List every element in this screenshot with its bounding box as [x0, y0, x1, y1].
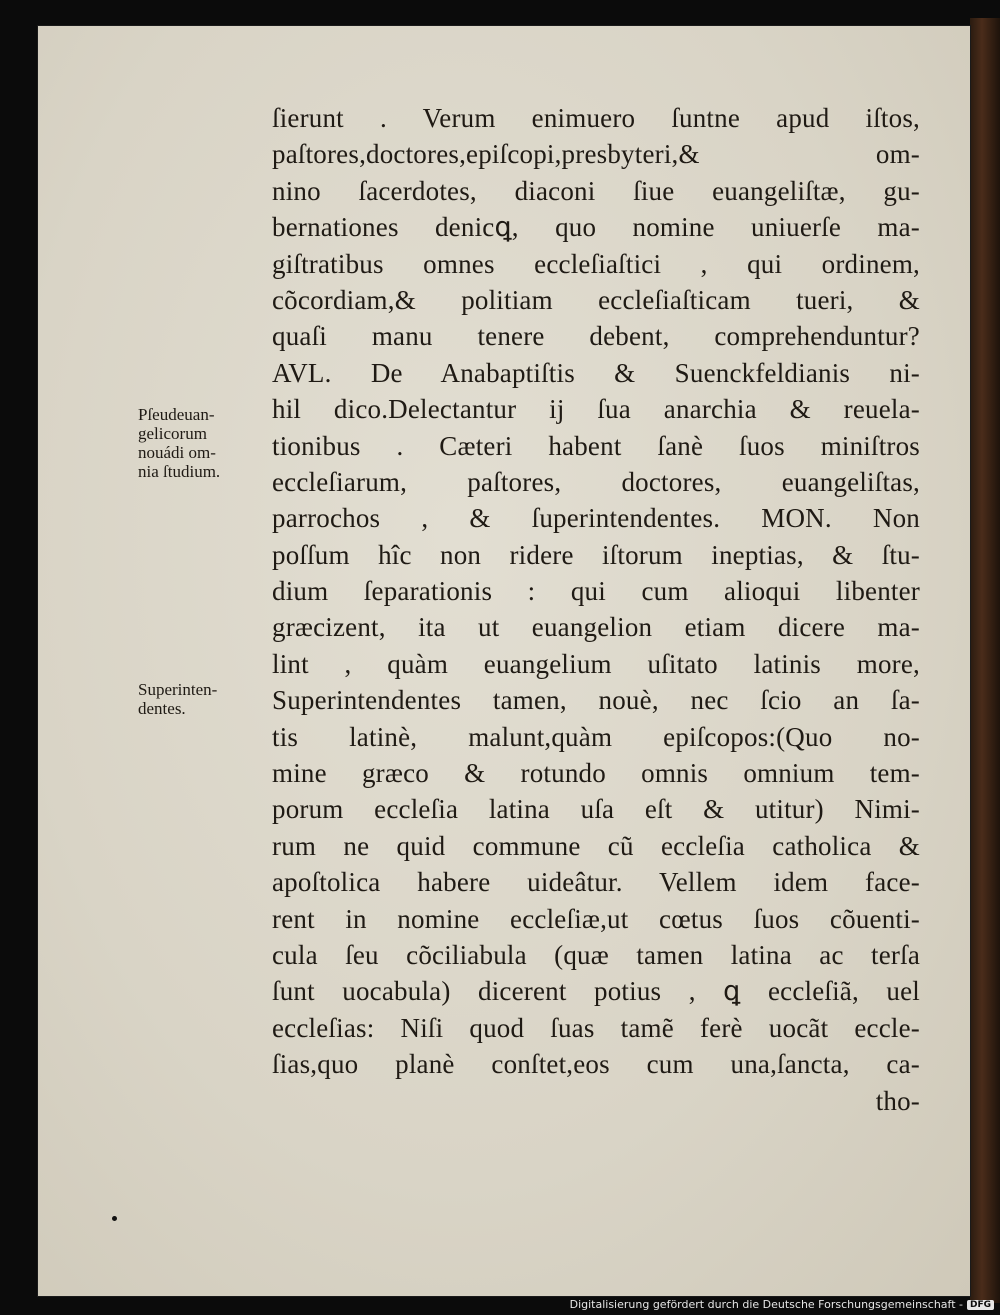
text-line: Superintendentes tamen, nouè, nec ſcio an ſa- [272, 685, 920, 716]
text-line: poſſum hîc non ridere iſtorum ineptias, & ſtu- [272, 539, 920, 570]
margin-note-line: nouádi om- [138, 443, 216, 462]
text-line: nino ſacerdotes, diaconi ſiue euangeliſtæ, gu- [272, 175, 920, 206]
text-line: giſtratibus omnes eccleſiaſtici , qui ordinem, [272, 248, 920, 279]
text-line: AVL. De Anabaptiſtis & Suenckfeldianis ni- [272, 357, 920, 388]
margin-note-line: gelicorum [138, 424, 207, 443]
dfg-logo: DFG [967, 1300, 994, 1310]
book-spine-edge [970, 18, 1000, 1303]
text-line: ſierunt . Verum enimuero ſuntne apud iſtos, [272, 103, 920, 133]
text-line: porum eccleſia latina uſa eſt & utitur) Nimi- [272, 794, 920, 825]
margin-note-line: Superinten- [138, 680, 218, 699]
text-line: cula ſeu cõciliabula (quæ tamen latina ac terſa [272, 939, 920, 970]
text-line: apoſtolica habere uideâtur. Vellem idem face- [272, 867, 920, 898]
footer-text: Digitalisierung gefördert durch die Deutsche Forschungsgemeinschaft - [569, 1298, 963, 1311]
margin-note-line: Pſeudeuan- [138, 405, 215, 424]
text-line: tho- [875, 1085, 920, 1116]
margin-note-line: dentes. [138, 699, 186, 718]
digitization-footer [570, 1298, 994, 1311]
text-line: tionibus . Cæteri habent ſanè ſuos miniſtros [272, 430, 920, 461]
text-line: tis latinè, malunt,quàm epiſcopos:(Quo no- [272, 721, 920, 752]
text-line: parrochos , & ſuperintendentes. MON. Non [272, 503, 920, 534]
main-text-block [272, 100, 920, 1119]
text-line: dium ſeparationis : qui cum alioqui libenter [272, 576, 920, 607]
text-line: mine græco & rotundo omnis omnium tem- [272, 758, 920, 789]
text-line: ſias,quo planè conſtet,eos cum una,ſancta, ca- [272, 1049, 920, 1080]
text-line: hil dico.Delectantur ij ſua anarchia & reuela- [272, 394, 920, 425]
scan-top-border [0, 0, 1000, 26]
text-line: eccleſiarum, paſtores, doctores, euangeliſtas, [272, 466, 920, 497]
text-line: cõcordiam,& politiam eccleſiaſticam tueri, & [272, 284, 920, 315]
margin-note-superintendentes [138, 680, 217, 718]
text-line: bernationes denicꝗ, quo nomine uniuerſe ma- [272, 212, 920, 243]
text-line: lint , quàm euangelium uſitato latinis more, [272, 648, 920, 679]
text-line: quaſi manu tenere debent, comprehenduntur? [272, 321, 920, 352]
text-line: græcizent, ita ut euangelion etiam dicere ma- [272, 612, 920, 643]
text-line: eccleſias: Niſi quod ſuas tamẽ ferè uocãt eccle- [272, 1012, 920, 1043]
text-line: paſtores,doctores,epiſcopi,presbyteri,& om- [272, 139, 920, 170]
margin-note-line: nia ſtudium. [138, 462, 221, 481]
text-line: rent in nomine eccleſiæ,ut cœtus ſuos cõuenti- [272, 903, 920, 934]
ink-dot [112, 1216, 117, 1221]
text-line: rum ne quid commune cũ eccleſia catholica & [272, 830, 920, 861]
margin-note-pseudevangelicorum [138, 405, 220, 481]
text-line: ſunt uocabula) dicerent potius , ꝗ eccleſiã, uel [272, 976, 920, 1007]
